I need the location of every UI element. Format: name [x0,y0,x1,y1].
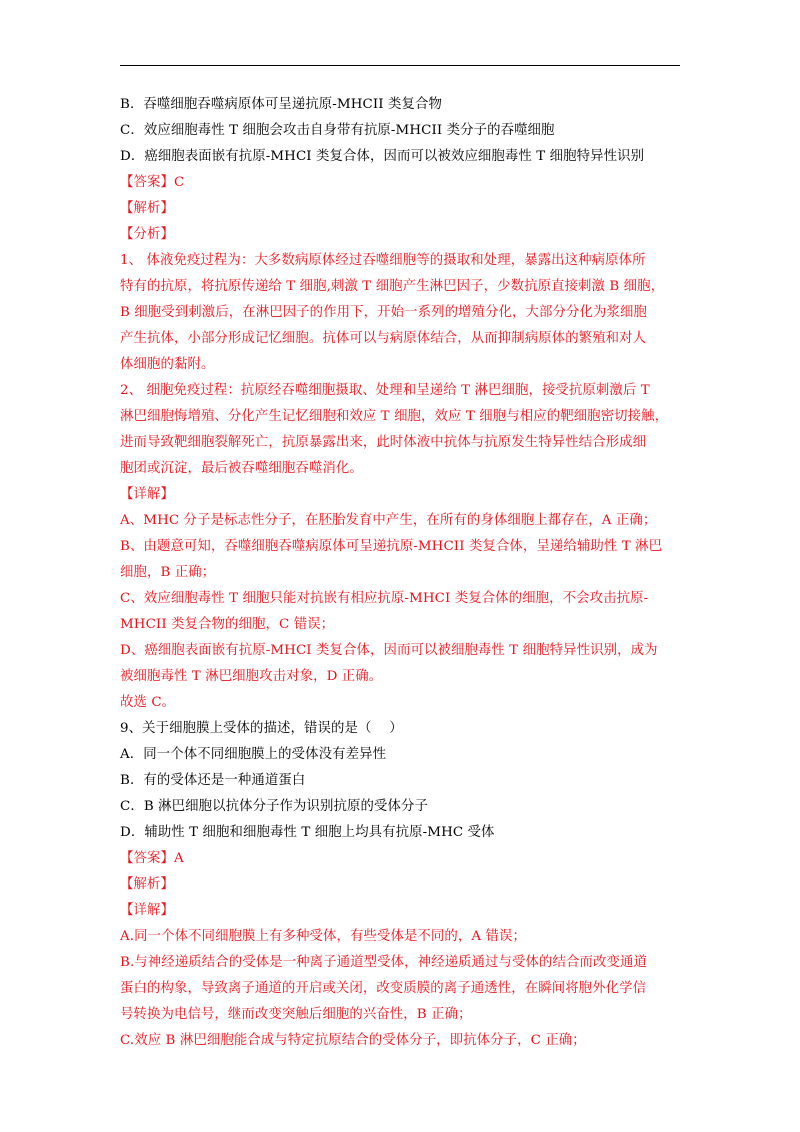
q9-detail-line: C.效应 B 淋巴细胞能合成与特定抗原结合的受体分子，即抗体分子，C 正确； [120,1033,586,1048]
q8-analysis-line: 2、 细胞免疫过程：抗原经吞噬细胞摄取、处理和呈递给 T 淋巴细胞，接受抗原刺激后 T [120,383,650,398]
q8-jiexi-heading: 【解析】 [120,201,174,216]
q8-analysis-line: 体细胞的黏附。 [120,357,215,372]
q8-detail-line: B、由题意可知，吞噬细胞吞噬病原体可呈递抗原-MHCII 类复合体，呈递给辅助性 T 淋巴 [120,539,663,554]
q8-analysis-line: 特有的抗原，将抗原传递给 T 细胞,刺激 T 细胞产生淋巴因子，少数抗原直接刺激 B 细胞， [120,279,665,294]
q8-analysis-line: 淋巴细胞悔增殖、分化产生记忆细胞和效应 T 细胞，效应 T 细胞与相应的靶细胞密切接触， [120,409,669,424]
q8-detail-line: 被细胞毒性 T 淋巴细胞攻击对象，D 正确。 [120,669,383,684]
q9-detail-line: A.同一个体不同细胞膜上有多种受体，有些受体是不同的，A 错误； [120,929,526,944]
q8-option-d: D．癌细胞表面嵌有抗原-MHCI 类复合体，因而可以被效应细胞毒性 T 细胞特异性识别 [120,149,645,164]
q8-detail-line: 细胞，B 正确； [120,565,216,580]
q8-analysis-line: 胞团或沉淀，最后被吞噬细胞吞噬消化。 [120,461,363,476]
q9-option-a: A．同一个体不同细胞膜上的受体没有差异性 [120,747,387,762]
q9-option-c: C．B 淋巴细胞以抗体分子作为识别抗原的受体分子 [120,799,428,814]
q8-fenxi-heading: 【分析】 [120,227,174,242]
q9-jiexi-heading: 【解析】 [120,877,174,892]
q8-detail-line: C、效应细胞毒性 T 细胞只能对抗嵌有相应抗原-MHCI 类复合体的细胞，不会攻击抗原- [120,591,649,606]
page-content [120,92,685,1054]
q8-analysis-line: 1、 体液免疫过程为：大多数病原体经过吞噬细胞等的摄取和处理，暴露出这种病原体所 [120,253,646,268]
q9-option-d: D．辅助性 T 细胞和细胞毒性 T 细胞上均具有抗原-MHC 受体 [120,825,495,840]
q8-detail-line: A、MHC 分子是标志性分子，在胚胎发育中产生，在所有的身体细胞上都存在，A 正确； [120,513,657,528]
q8-analysis-line: 进而导致靶细胞裂解死亡，抗原暴露出来，此时体液中抗体与抗原发生特异性结合形成细 [120,435,647,450]
q9-detail-line: 蛋白的构象，导致离子通道的开启或关闭，改变质膜的离子通透性，在瞬间将胞外化学信 [120,981,647,996]
q8-detail-line: D、癌细胞表面嵌有抗原-MHCI 类复合体，因而可以被细胞毒性 T 细胞特异性识别，成为 [120,643,658,658]
header-rule [120,65,680,66]
q8-option-c: C．效应细胞毒性 T 细胞会攻击自身带有抗原-MHCII 类分子的吞噬细胞 [120,123,555,138]
q9-xiangjie-heading: 【详解】 [120,903,174,918]
q9-detail-line: B.与神经递质结合的受体是一种离子通道型受体，神经递质通过与受体的结合而改变通道 [120,955,647,970]
q8-detail-line: MHCII 类复合物的细胞，C 错误； [120,617,335,632]
q8-analysis-line: 产生抗体，小部分形成记忆细胞。抗体可以与病原体结合，从而抑制病原体的繁殖和对人 [120,331,647,346]
q8-analysis-line: B 细胞受到刺激后，在淋巴因子的作用下，开始一系列的增殖分化，大部分分化为浆细胞 [120,305,647,320]
q9-detail-line: 号转换为电信号，继而改变突触后细胞的兴奋性，B 正确； [120,1007,472,1022]
q9-option-b: B．有的受体还是一种通道蛋白 [120,773,306,788]
q8-conclusion: 故选 C。 [120,695,176,710]
q9-answer: 【答案】A [120,851,184,866]
q8-answer: 【答案】C [120,175,185,190]
q9-stem: 9、关于细胞膜上受体的描述，错误的是（ ） [120,721,403,736]
q8-xiangjie-heading: 【详解】 [120,487,174,502]
q8-option-b: B．吞噬细胞吞噬病原体可呈递抗原-MHCII 类复合物 [120,97,442,112]
